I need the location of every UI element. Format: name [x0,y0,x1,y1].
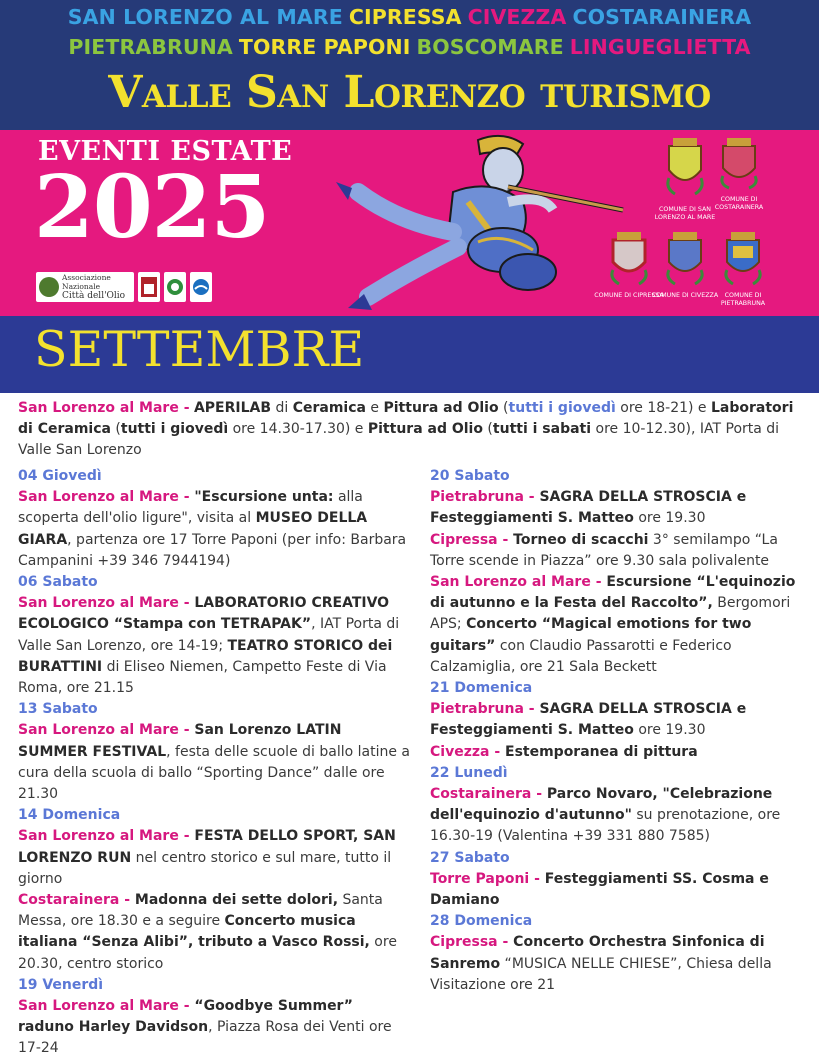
crest-costarainera [702,138,776,211]
text: “MUSICA NELLE CHIESE”, Chiesa della Visitazione ore 21 [430,955,772,993]
event-name: Concerto Orchestra Sinfonica di Sanremo [430,934,765,972]
event-name: Pittura ad Olio [383,400,499,416]
event-name: Escursione “L'equinozio di autunno e la Festa del Raccolto”, [430,574,796,612]
crest-icon [719,138,759,190]
event-entry [430,530,810,572]
intro-paragraph [18,398,808,462]
bandiera-blu-icon [190,272,212,302]
event-entry [430,572,810,678]
event-name: TEATRO STORICO dei BURATTINI [18,637,393,675]
partner-line-1: Associazione Nazionale [62,273,111,291]
town-san-lorenzo: SAN LORENZO AL MARE [67,5,343,29]
event-entry [18,593,410,699]
towns-row-1 [0,5,819,29]
event-name: Festeggiamenti SS. Cosma e Damiano [430,870,769,909]
crest-icon [665,232,705,286]
event-name: San Lorenzo LATIN SUMMER FESTIVAL [18,722,342,760]
text: 3° semilampo “La Torre scende in Piazza” ore 9.30 sala polivalente [430,531,778,569]
event-name: Concerto musica italiana “Senza Alibi”, tributo a Vasco Rossi, [18,913,370,951]
place-name: San Lorenzo al Mare - [18,998,190,1015]
event-name: “Goodbye Summer” raduno Harley Davidson [18,998,353,1036]
text: con Claudio Passarotti e Federico Calzamiglia, ore 21 Sala Beckett [430,637,732,675]
text: , partenza ore 17 Torre Paponi (per info: Barbara Campanini +39 346 7944194) [18,531,407,569]
schedule-note: tutti i sabati [492,421,592,438]
event-entry [430,932,810,996]
text: di [271,400,293,416]
day-heading: 22 Lunedì [430,764,508,781]
text: su prenotazione, ore 16.30-19 (Valentina +39 331 880 7585) [430,807,781,845]
day-heading: 19 Venerdì [18,976,104,993]
citta-olio-logo [36,272,134,302]
event-name: Ceramica [292,400,366,416]
place-name: San Lorenzo al Mare - [18,400,190,416]
event-entry [18,890,410,975]
day-heading: 04 Giovedì [18,468,102,484]
day-heading: 13 Sabato [18,701,98,718]
text: ore 19.30 [633,510,706,527]
text: ( [498,400,509,416]
day-heading: 20 Sabato [430,468,510,484]
text: ore 14.30-17.30) e [228,421,368,438]
town-boscomare: BOSCOMARE [416,35,564,59]
text: , IAT Porta di Valle San Lorenzo, ore 14-19; [18,616,400,654]
place-name: Pietrabruna - [430,701,535,718]
event-name: Torneo di scacchi [508,531,649,548]
crest-icon [609,232,649,286]
place-name: San Lorenzo al Mare - [18,828,190,845]
event-name: Laboratori di Ceramica [18,400,794,438]
partner-line-2: Città dell'Olio [62,291,126,301]
eventi-subtitle: EVENTI ESTATE [38,136,293,167]
place-name: San Lorenzo al Mare - [18,722,190,739]
day-heading: 14 Domenica [18,807,121,824]
text: ore 10-12.30), IAT Porta di Valle San Lorenzo [18,421,780,459]
event-name: "Escursione unta: [189,489,334,506]
day-heading: 21 Domenica [430,680,533,697]
crest-icon [665,138,705,200]
header-banner [0,0,819,130]
event-name: MUSEO DELLA GIARA [18,510,368,548]
crest-label: COMUNE DI COSTARAINERA [714,196,764,211]
town-torre-paponi: TORRE PAPONI [238,35,411,59]
schedule-note: tutti i giovedì [508,400,616,416]
event-entry [430,869,810,911]
place-name: Pietrabruna - [430,489,535,506]
event-entry [430,487,810,529]
place-name: San Lorenzo al Mare - [430,574,602,591]
borghi-logo [138,272,160,302]
event-entry [430,784,810,848]
text: ore 19.30 [633,722,706,739]
event-name: SAGRA DELLA STROSCIA e Festeggiamenti S. Matteo [430,489,747,527]
left-column [18,466,410,1060]
place-name: Cipressa - [430,531,509,548]
event-name: APERILAB [193,400,272,416]
text: ore 20.30, centro storico [18,934,397,972]
green-label-icon [164,272,186,302]
town-civezza: CIVEZZA [467,5,567,29]
event-name: FESTA DELLO SPORT, SAN LORENZO RUN [18,828,396,866]
crest-label: COMUNE DI CIVEZZA [651,292,719,299]
event-name: Madonna dei sette dolori, [130,892,339,909]
towns-row-2 [0,35,819,59]
schedule-note: tutti i giovedì [120,421,229,438]
text: ore 18-21) e [615,400,711,416]
crest-label: COMUNE DI SAN LORENZO AL MARE [654,206,716,221]
event-name: SAGRA DELLA STROSCIA e Festeggiamenti S. Matteo [430,701,747,739]
town-costarainera: COSTARAINERA [572,5,752,29]
crest-label: COMUNE DI PIETRABRUNA [720,292,766,307]
partner-logos [36,272,212,302]
place-name: Civezza - [430,743,501,760]
year-title: 2025 [34,157,270,258]
town-pietrabruna: PIETRABRUNA [68,35,233,59]
event-entry [430,742,810,763]
event-entry [18,826,410,890]
day-heading: 28 Domenica [430,913,533,930]
text: , Piazza Rosa dei Venti ore 17-24 [18,1019,392,1057]
text: nel centro storico e sul mare, tutto il giorno [18,849,392,887]
event-entry [430,699,810,741]
crest-icon [723,232,763,286]
text: , festa delle scuole di ballo latine a cura della scuola di ballo “Sporting Dance” dalle ore 21.30 [18,743,410,803]
place-name: San Lorenzo al Mare - [18,489,190,506]
text: Santa Messa, ore 18.30 e a seguire [18,892,383,930]
text: ( [110,421,121,438]
town-lingueglietta: LINGUEGLIETTA [569,35,751,59]
crest-label: COMUNE DI CIPRESSA [594,292,664,299]
place-name: Costarainera - [430,786,543,803]
event-name: Parco Novaro, "Celebrazione dell'equinozio d'autunno" [430,786,773,824]
events-content [18,398,808,462]
text: di Eliseo Niemen, Campetto Feste di Via Roma, ore 21.15 [18,658,387,697]
text: alla scoperta dell'olio ligure", visita al [18,489,363,527]
place-name: Costarainera - [18,892,131,909]
event-name: Pittura ad Olio [367,421,483,438]
page-title: Valle San Lorenzo turismo [108,67,711,118]
crest-pietrabruna [706,232,780,307]
month-title: SETTEMBRE [34,321,365,378]
place-name: Torre Paponi - [430,870,540,887]
text: ( [482,421,493,438]
event-name: Estemporanea di pittura [500,743,698,760]
event-entry [18,720,410,805]
day-heading: 06 Sabato [18,574,98,591]
event-entry [18,996,410,1060]
event-name: LABORATORIO CREATIVO ECOLOGICO “Stampa con TETRAPAK” [18,595,390,633]
right-column [430,466,810,996]
town-cipressa: CIPRESSA [348,5,462,29]
event-entry [18,487,410,572]
day-heading: 27 Sabato [430,849,510,866]
olive-icon [39,277,59,297]
text: e [365,400,384,416]
place-name: Cipressa - [430,934,509,951]
place-name: San Lorenzo al Mare - [18,595,190,612]
text: Bergomori APS; [430,595,791,633]
event-name: Concerto “Magical emotions for two guitars” [430,616,752,654]
